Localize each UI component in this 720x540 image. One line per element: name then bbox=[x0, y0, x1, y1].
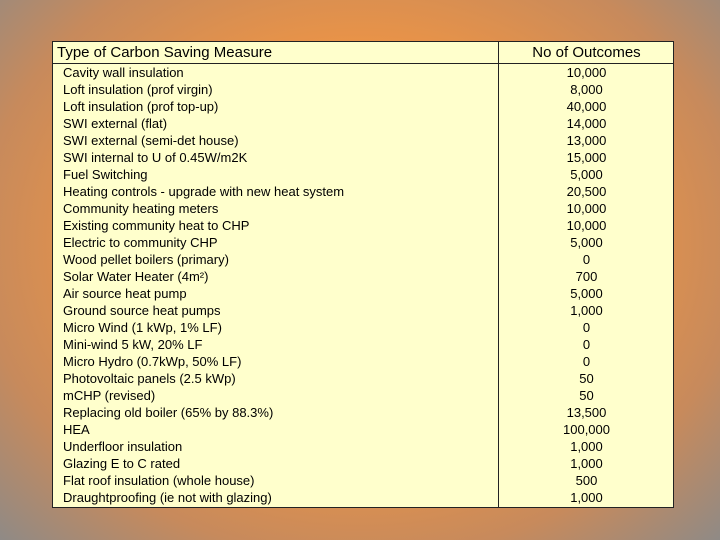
table-row bbox=[53, 166, 673, 183]
outcomes-cell: 20,500 bbox=[566, 184, 607, 199]
outcomes-cell: 40,000 bbox=[566, 99, 607, 114]
measure-cell: SWI external (semi-det house) bbox=[63, 133, 239, 148]
measure-cell: Cavity wall insulation bbox=[63, 65, 184, 80]
outcomes-cell: 14,000 bbox=[566, 116, 607, 131]
measure-cell: Loft insulation (prof top-up) bbox=[63, 99, 219, 114]
outcomes-cell: 15,000 bbox=[566, 150, 607, 165]
outcomes-cell: 1,000 bbox=[570, 456, 603, 471]
outcomes-cell: 5,000 bbox=[570, 167, 603, 182]
header-outcomes: No of Outcomes bbox=[532, 44, 641, 61]
header-measure: Type of Carbon Saving Measure bbox=[57, 44, 273, 61]
table-row bbox=[53, 285, 673, 302]
measure-cell: SWI internal to U of 0.45W/m2K bbox=[63, 150, 248, 165]
outcomes-cell: 13,500 bbox=[566, 405, 607, 420]
table-row bbox=[53, 217, 673, 234]
table-row bbox=[53, 353, 673, 370]
measure-cell: mCHP (revised) bbox=[63, 388, 156, 403]
table-row bbox=[53, 183, 673, 200]
outcomes-cell: 5,000 bbox=[570, 286, 603, 301]
measure-cell: Community heating meters bbox=[63, 201, 219, 216]
measure-cell: Existing community heat to CHP bbox=[63, 218, 250, 233]
table-row bbox=[53, 472, 673, 489]
outcomes-cell: 50 bbox=[579, 388, 594, 403]
table-row bbox=[53, 387, 673, 404]
table-row bbox=[53, 234, 673, 251]
table-row bbox=[53, 251, 673, 268]
measure-cell: Micro Wind (1 kWp, 1% LF) bbox=[63, 320, 222, 335]
table-row bbox=[53, 404, 673, 421]
measure-cell: Wood pellet boilers (primary) bbox=[63, 252, 229, 267]
measure-cell: Mini-wind 5 kW, 20% LF bbox=[63, 337, 203, 352]
measure-cell: Solar Water Heater (4m²) bbox=[63, 269, 209, 284]
measure-cell: Heating controls - upgrade with new heat system bbox=[63, 184, 345, 199]
outcomes-cell: 0 bbox=[582, 320, 591, 335]
outcomes-cell: 1,000 bbox=[570, 303, 603, 318]
measure-cell: Draughtproofing (ie not with glazing) bbox=[63, 490, 272, 505]
table-row bbox=[53, 149, 673, 166]
measure-cell: Loft insulation (prof virgin) bbox=[63, 82, 213, 97]
table-row bbox=[53, 455, 673, 472]
outcomes-cell: 10,000 bbox=[566, 218, 607, 233]
outcomes-cell: 50 bbox=[579, 371, 594, 386]
table-header bbox=[53, 42, 673, 64]
outcomes-cell: 10,000 bbox=[566, 201, 607, 216]
table-row bbox=[53, 302, 673, 319]
measure-cell: HEA bbox=[63, 422, 90, 437]
outcomes-cell: 100,000 bbox=[563, 422, 610, 437]
measure-cell: Air source heat pump bbox=[63, 286, 187, 301]
outcomes-cell: 1,000 bbox=[570, 439, 603, 454]
table-row bbox=[53, 319, 673, 336]
outcomes-cell: 700 bbox=[575, 269, 598, 284]
measure-cell: Flat roof insulation (whole house) bbox=[63, 473, 255, 488]
outcomes-cell: 8,000 bbox=[570, 82, 603, 97]
measure-cell: SWI external (flat) bbox=[63, 116, 168, 131]
measure-cell: Ground source heat pumps bbox=[63, 303, 221, 318]
table-row bbox=[53, 438, 673, 455]
measure-cell: Glazing E to C rated bbox=[63, 456, 181, 471]
table-row bbox=[53, 64, 673, 81]
outcomes-cell: 0 bbox=[582, 252, 591, 267]
measure-cell: Photovoltaic panels (2.5 kWp) bbox=[63, 371, 236, 386]
table-row bbox=[53, 81, 673, 98]
table-body bbox=[53, 64, 673, 506]
measure-cell: Fuel Switching bbox=[63, 167, 148, 182]
measure-cell: Micro Hydro (0.7kWp, 50% LF) bbox=[63, 354, 242, 369]
measure-cell: Underfloor insulation bbox=[63, 439, 183, 454]
table-row bbox=[53, 132, 673, 149]
carbon-measures-table bbox=[52, 41, 674, 508]
measure-cell: Electric to community CHP bbox=[63, 235, 218, 250]
outcomes-cell: 500 bbox=[575, 473, 598, 488]
table-row bbox=[53, 370, 673, 387]
table-row bbox=[53, 98, 673, 115]
outcomes-cell: 0 bbox=[582, 337, 591, 352]
outcomes-cell: 13,000 bbox=[566, 133, 607, 148]
outcomes-cell: 10,000 bbox=[566, 65, 607, 80]
outcomes-cell: 0 bbox=[582, 354, 591, 369]
table-row bbox=[53, 489, 673, 506]
table-row bbox=[53, 268, 673, 285]
table-row bbox=[53, 200, 673, 217]
table-row bbox=[53, 421, 673, 438]
table-row bbox=[53, 336, 673, 353]
outcomes-cell: 1,000 bbox=[570, 490, 603, 505]
measure-cell: Replacing old boiler (65% by 88.3%) bbox=[63, 405, 274, 420]
table-row bbox=[53, 115, 673, 132]
outcomes-cell: 5,000 bbox=[570, 235, 603, 250]
